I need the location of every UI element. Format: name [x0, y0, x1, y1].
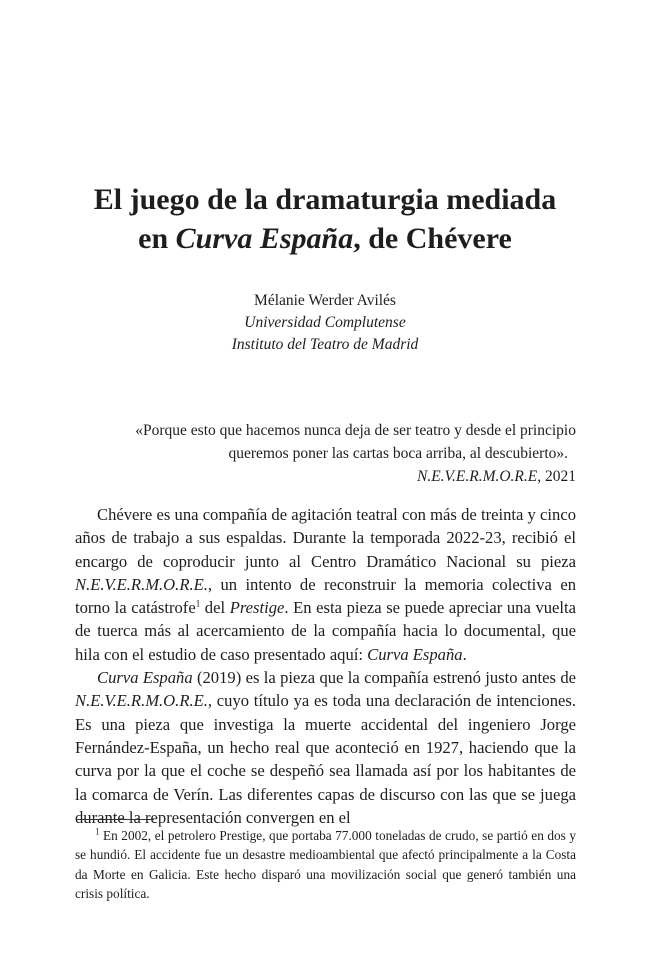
title-work-name: Curva España [175, 222, 354, 255]
p1-text-c: del [200, 598, 230, 618]
title-line-1: El juego de la dramaturgia mediada [93, 183, 557, 216]
p2-text-b: , cuyo título ya es toda una declaración de intenciones. Es una pieza que investiga la muerte accidental del ingeniero Jorge Fernández-España, un hecho real que aconteció en 1927, haciendo que la curva por la que el coche se despeñó sea llamada así por los habitantes de la comarca de Verín. Las diferentes capas de discurso con las que se juega durante la representación convergen en el [75, 691, 576, 827]
body-text [75, 503, 576, 829]
footnote-number: 1 [95, 826, 100, 837]
p1-text-b: , un intento de reconstruir la memoria colectiva en torno la catástrofe [75, 574, 576, 618]
p1-text-e: . [462, 644, 467, 664]
article-title [0, 180, 650, 258]
p1-curva-espana: Curva España [367, 644, 463, 664]
author-block [0, 290, 650, 356]
p1-prestige: Prestige [229, 598, 285, 618]
title-line-2 [0, 219, 650, 258]
epigraph [80, 419, 576, 488]
footnote [75, 826, 576, 903]
epigraph-source [80, 465, 576, 488]
title-line-2-prefix: en [138, 222, 176, 255]
p2-curva-espana: Curva España [97, 668, 193, 688]
title-line-2-suffix: , de Chévere [353, 222, 512, 255]
epigraph-line-2: queremos poner las cartas boca arriba, al descubierto». [228, 445, 568, 462]
epigraph-source-year: , 2021 [537, 468, 576, 485]
p1-work-title: N.E.V.E.R.M.O.R.E. [75, 574, 208, 594]
p1-text-a: Chévere es una compañía de agitación teatral con más de treinta y cinco años de trabajo a sus espaldas. Durante la temporada 2022-23, recibió el encargo de coproducir junto al Centro Dramático Nacional su pieza [75, 505, 576, 571]
epigraph-source-work: N.E.V.E.R.M.O.R.E [416, 468, 538, 485]
p1-text-d: . En esta pieza se puede apreciar una vuelta de tuerca más al acercamiento de la compañía hacia lo documental, que hila con el estudio de caso presentado aquí: [75, 598, 576, 664]
epigraph-line-1: «Porque esto que hacemos nunca deja de ser teatro y desde el principio [135, 422, 576, 439]
author-name: Mélanie Werder Avilés [254, 292, 396, 309]
p2-text-a: (2019) es la pieza que la compañía estrenó justo antes de [192, 668, 576, 688]
body-paragraph-1 [75, 503, 576, 666]
author-affiliation-2: Instituto del Teatro de Madrid [231, 336, 419, 353]
author-affiliation-1: Universidad Complutense [244, 314, 406, 331]
body-paragraph-2 [75, 666, 576, 829]
p2-work-title: N.E.V.E.R.M.O.R.E. [75, 691, 208, 711]
footnote-text: En 2002, el petrolero Prestige, que portaba 77.000 toneladas de crudo, se partió en dos y se hundió. El accidente fue un desastre medioambiental que afectó principalmente a la Costa da Morte en Galicia. Este hecho disparó una movilización social que generó también una crisis política. [75, 828, 576, 901]
footnote-reference[interactable]: 1 [195, 598, 201, 609]
footnote-divider [76, 819, 154, 820]
